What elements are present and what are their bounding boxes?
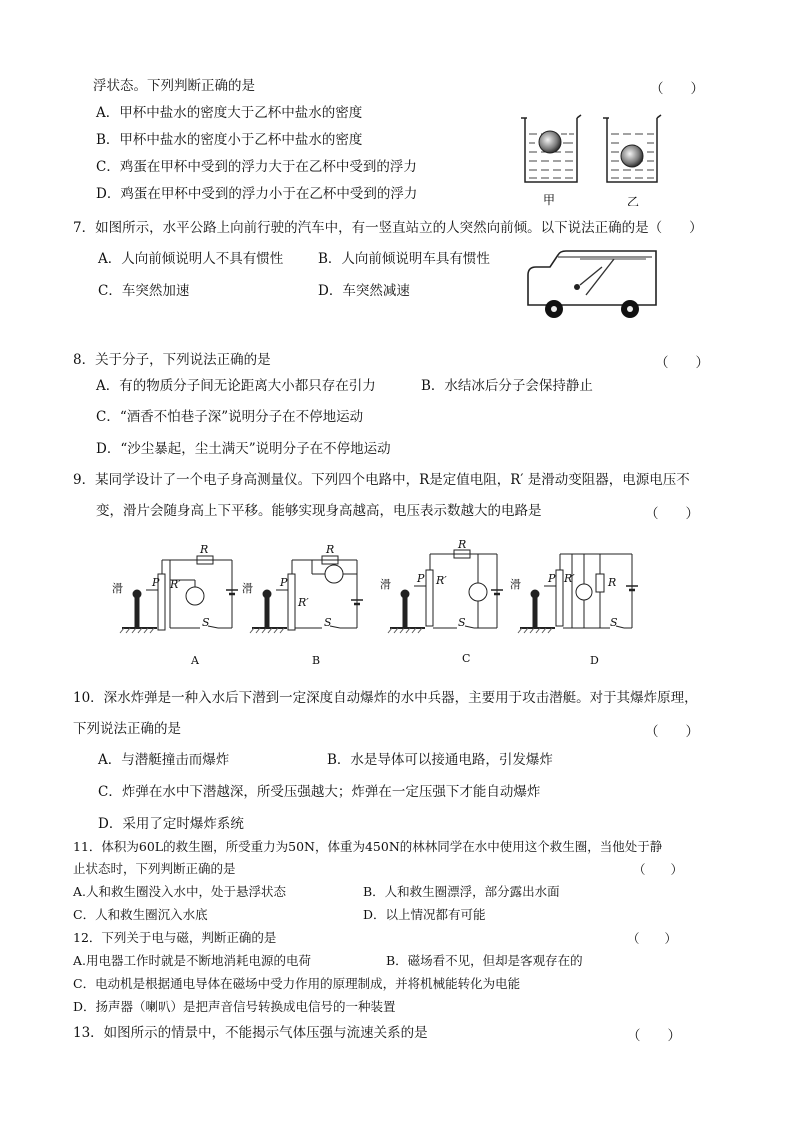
q10-option-d: D．采用了定时爆炸系统 xyxy=(98,816,244,832)
circuit-b-slider-label: 滑 xyxy=(242,582,253,595)
circuit-d xyxy=(518,554,638,633)
q11-stem-line2: 止状态时，下列判断正确的是 xyxy=(73,861,236,876)
q13-stem: 13．如图所示的情景中，不能揭示气体压强与流速关系的是 xyxy=(73,1025,428,1041)
circuit-d-slider-label: 滑 xyxy=(510,578,521,591)
q11-answer-paren: （ ） xyxy=(633,862,684,877)
q7-option-b: B．人向前倾说明车具有惯性 xyxy=(318,251,490,267)
circuit-b xyxy=(250,556,363,633)
q12-stem: 12．下列关于电与磁，判断正确的是 xyxy=(73,930,277,945)
circuit-c-s: S xyxy=(458,616,466,629)
q10-option-b: B．水是导体可以接通电路，引发爆炸 xyxy=(327,752,553,768)
circuits-figure xyxy=(112,540,652,668)
q7-option-d: D．车突然减速 xyxy=(318,283,410,299)
circuit-b-label: B xyxy=(312,654,321,667)
q10-answer-paren: （ ） xyxy=(645,724,699,740)
circuit-c-slider-label: 滑 xyxy=(380,578,391,591)
car-figure xyxy=(522,245,662,323)
q6-option-d: D．鸡蛋在甲杯中受到的浮力小于在乙杯中受到的浮力 xyxy=(96,186,418,202)
circuit-a-r: R xyxy=(200,543,209,556)
q12-option-b: B．磁场看不见，但却是客观存在的 xyxy=(386,953,583,968)
q12-option-c: C．电动机是根据通电导体在磁场中受力作用的原理制成，并将机械能转化为电能 xyxy=(73,976,521,991)
q8-option-a: A．有的物质分子间无论距离大小都只存在引力 xyxy=(96,378,376,394)
q6-answer-paren: （ ） xyxy=(650,81,704,97)
beaker-yi xyxy=(603,115,661,182)
q8-answer-paren: （ ） xyxy=(655,355,709,371)
q12-option-d: D．扬声器（喇叭）是把声音信号转换成电信号的一种装置 xyxy=(73,999,396,1014)
circuit-d-r: R xyxy=(608,576,617,589)
circuit-c-label: C xyxy=(462,652,471,665)
q10-stem-line2: 下列说法正确的是 xyxy=(73,721,181,737)
q6-stem: 浮状态。下列判断正确的是 xyxy=(93,78,255,94)
q9-answer-paren: （ ） xyxy=(645,506,699,522)
circuit-a-slider-label: 滑 xyxy=(112,582,123,595)
beaker-yi-label: 乙 xyxy=(627,195,640,206)
circuit-d-rprime: R′ xyxy=(564,572,575,585)
beaker-jia-label: 甲 xyxy=(543,193,556,206)
q10-option-c: C．炸弹在水中下潜越深，所受压强越大；炸弹在一定压强下才能自动爆炸 xyxy=(98,784,541,800)
circuit-d-s: S xyxy=(610,616,618,629)
circuit-b-r: R xyxy=(326,543,335,556)
circuit-a xyxy=(120,556,238,633)
q10-stem-line1: 10．深水炸弹是一种入水后下潜到一定深度自动爆炸的水中兵器，主要用于攻击潜艇。对于其爆炸原理， xyxy=(73,690,698,706)
circuit-d-label: D xyxy=(590,654,599,667)
q7-option-a: A．人向前倾说明人不具有惯性 xyxy=(98,251,284,267)
q6-option-c: C．鸡蛋在甲杯中受到的浮力大于在乙杯中受到的浮力 xyxy=(96,159,417,175)
q13-answer-paren: （ ） xyxy=(627,1028,681,1044)
q8-option-b: B．水结冰后分子会保持静止 xyxy=(421,378,593,394)
q8-stem: 8．关于分子，下列说法正确的是 xyxy=(73,352,271,368)
beakers-figure xyxy=(515,110,665,206)
q12-answer-paren: （ ） xyxy=(627,931,678,946)
circuit-d-p: P xyxy=(548,572,556,585)
circuit-c-r: R xyxy=(458,540,467,551)
q11-stem-line1: 11．体积为60L的救生圈，所受重力为50N，体重为450N的林林同学在水中使用这个救生圈，当他处于静 xyxy=(73,839,663,854)
circuit-a-label: A xyxy=(191,654,199,667)
q7-option-c: C．车突然加速 xyxy=(98,283,190,299)
circuit-b-s: S xyxy=(324,616,332,629)
q11-option-b: B．人和救生圈漂浮，部分露出水面 xyxy=(363,884,560,899)
q6-option-a: A．甲杯中盐水的密度大于乙杯中盐水的密度 xyxy=(96,105,363,121)
q11-option-a: A.人和救生圈没入水中，处于悬浮状态 xyxy=(73,884,287,899)
q11-option-d: D．以上情况都有可能 xyxy=(363,907,486,922)
circuit-c xyxy=(388,550,503,633)
q8-option-d: D．“沙尘暴起，尘土满天”说明分子在不停地运动 xyxy=(96,441,391,457)
circuit-b-p: P xyxy=(280,576,288,589)
circuit-b-rprime: R′ xyxy=(298,596,309,609)
q12-option-a: A.用电器工作时就是不断地消耗电源的电荷 xyxy=(73,953,312,968)
q11-option-c: C．人和救生圈沉入水底 xyxy=(73,907,208,922)
circuit-c-p: P xyxy=(417,572,425,585)
circuit-c-rprime: R′ xyxy=(436,574,447,587)
circuit-a-s: S xyxy=(202,616,210,629)
q8-option-c: C．“酒香不怕巷子深”说明分子在不停地运动 xyxy=(96,409,364,425)
q7-stem: 7．如图所示，水平公路上向前行驶的汽车中，有一竖直站立的人突然向前倾。以下说法正确的是（ ） xyxy=(73,220,703,236)
beaker-jia xyxy=(521,115,581,182)
q6-option-b: B．甲杯中盐水的密度小于乙杯中盐水的密度 xyxy=(96,132,363,148)
q9-stem-line2: 变，滑片会随身高上下平移。能够实现身高越高，电压表示数越大的电路是 xyxy=(96,503,542,519)
q10-option-a: A．与潜艇撞击而爆炸 xyxy=(98,752,230,768)
circuit-a-p: P xyxy=(152,576,160,589)
q9-stem-line1: 9．某同学设计了一个电子身高测量仪。下列四个电路中，R是定值电阻，R′ 是滑动变阻器，电源电压不 xyxy=(73,472,690,488)
circuit-a-rprime: R′ xyxy=(170,578,181,591)
